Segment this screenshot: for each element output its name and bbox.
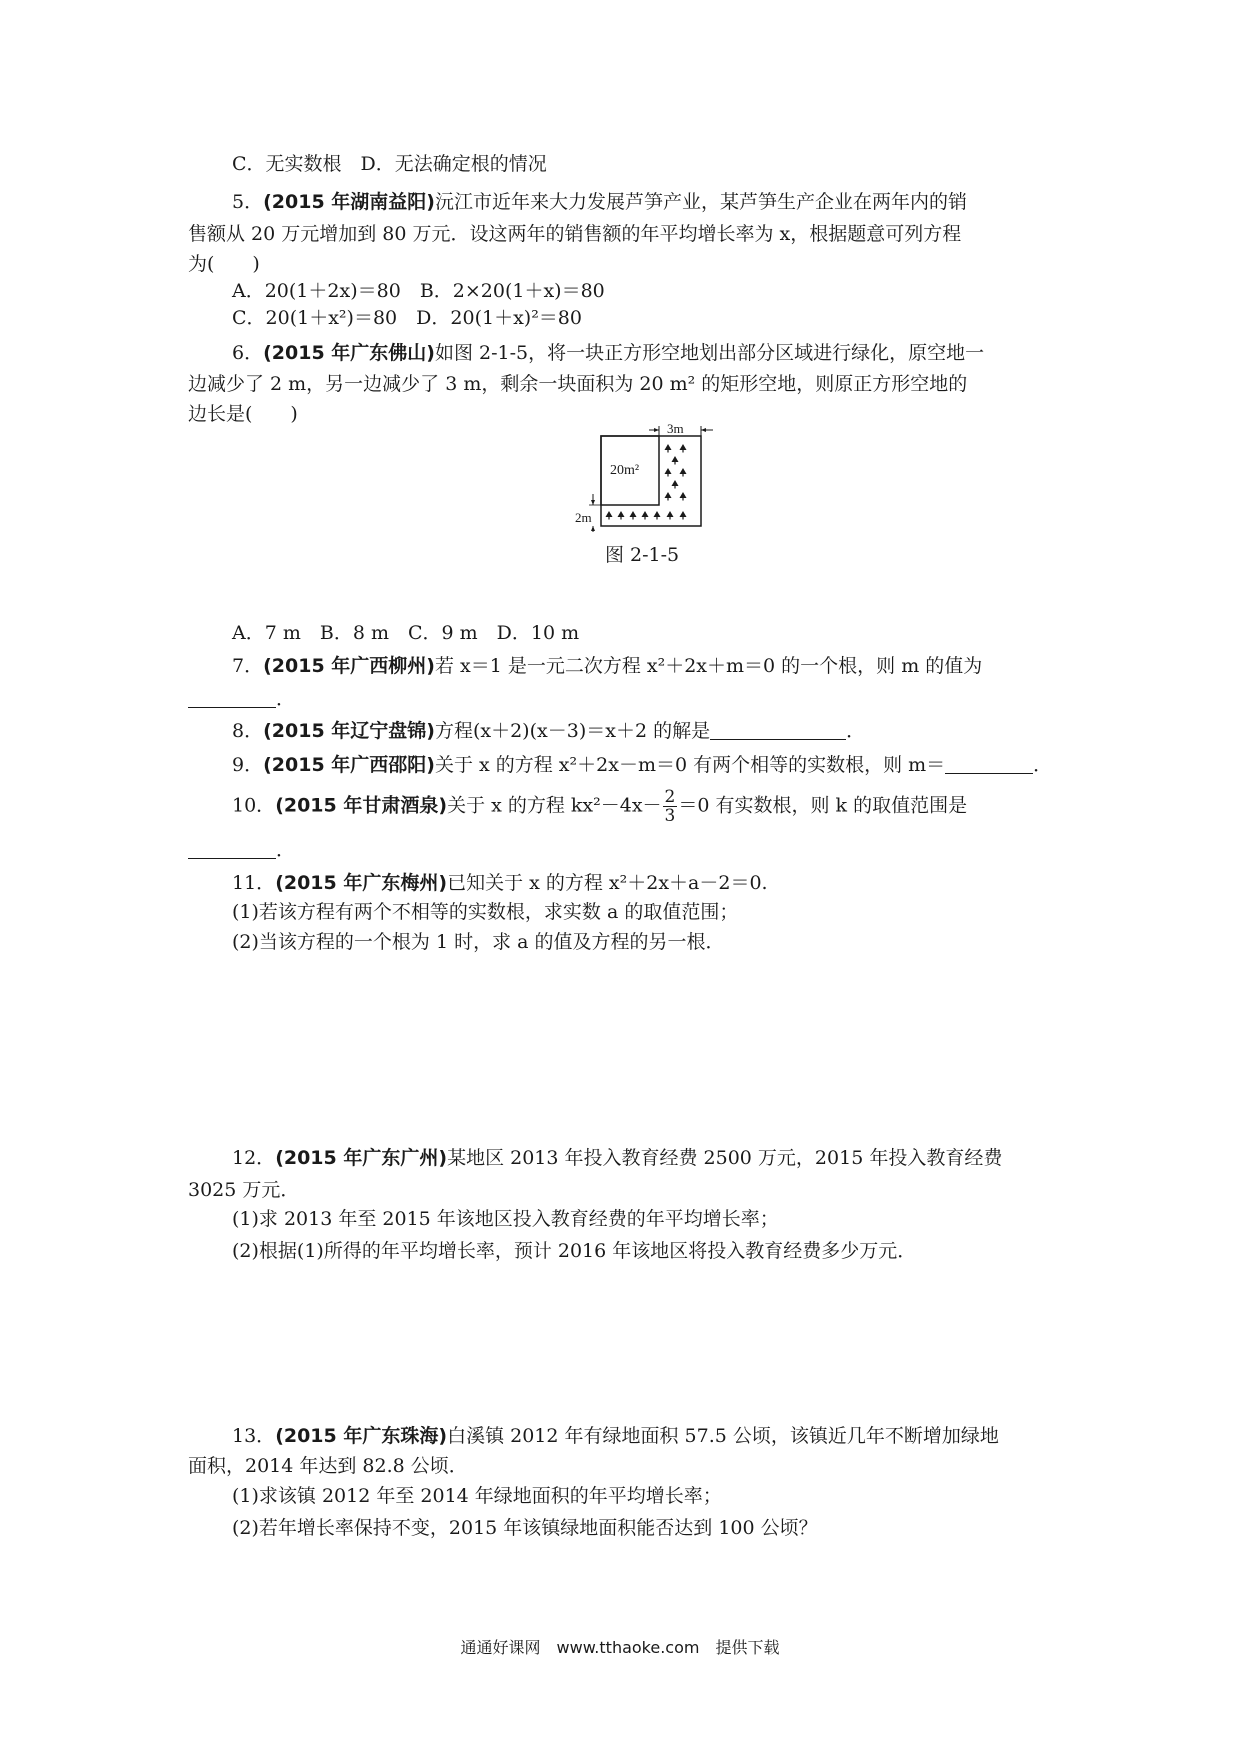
q6-figure xyxy=(575,424,715,543)
q4-options-cd: C．无实数根 D．无法确定根的情况 xyxy=(232,153,547,175)
label-area: 20m² xyxy=(610,463,640,478)
q9-line xyxy=(232,750,1052,780)
q13-number: 13． xyxy=(232,1425,276,1447)
tree-icon xyxy=(680,511,687,520)
tree-icon xyxy=(642,511,649,520)
tree-icon xyxy=(680,492,687,501)
q6-text-2: 边减少了 2 m，另一边减少了 3 m，剩余一块面积为 20 m² 的矩形空地，则原正方形空地的 xyxy=(188,373,968,395)
q6-source: (2015 年广东佛山) xyxy=(263,342,435,364)
q5-text-3: 为( ) xyxy=(188,253,260,275)
q7-line-1 xyxy=(232,651,982,681)
q7-text-1: 若 x＝1 是一元二次方程 x²＋2x＋m＝0 的一个根，则 m 的值为 xyxy=(434,655,983,677)
q12-source: (2015 年广东广州) xyxy=(275,1147,448,1169)
page-footer: 通通好课网 www.tthaoke.com 提供下载 xyxy=(460,1638,780,1657)
q5-line-1 xyxy=(232,187,967,217)
q5-source: (2015 年湖南益阳) xyxy=(263,191,435,213)
tree-icon xyxy=(672,480,679,489)
q12-part-1: (1)求 2013 年至 2015 年该地区投入教育经费的年平均增长率； xyxy=(232,1208,779,1230)
q5-option-d: D．20(1＋x)²＝80 xyxy=(416,307,582,329)
q6-text-3: 边长是( ) xyxy=(188,403,298,425)
q8-line xyxy=(232,716,865,746)
q13-part-1: (1)求该镇 2012 年至 2014 年绿地面积的年平均增长率； xyxy=(232,1485,722,1507)
tree-icon xyxy=(630,511,637,520)
q5-option-a: A．20(1＋2x)＝80 xyxy=(232,280,401,302)
q10-number: 10． xyxy=(232,794,276,817)
label-top: 3m xyxy=(667,424,684,436)
q11-number: 11． xyxy=(232,872,276,894)
q10-line-1 xyxy=(232,788,967,825)
tree-icon xyxy=(667,511,674,520)
q7-line-2 xyxy=(188,684,295,714)
q9-source: (2015 年广西邵阳) xyxy=(263,754,435,776)
q8-number: 8． xyxy=(232,720,264,742)
tree-icon xyxy=(665,444,672,453)
q5-text-2: 售额从 20 万元增加到 80 万元．设这两年的销售额的年平均增长率为 x，根据题意可列方程 xyxy=(188,223,962,245)
q8-end: ． xyxy=(846,720,866,742)
q12-part-2: (2)根据(1)所得的年平均增长率，预计 2016 年该地区将投入教育经费多少万元． xyxy=(232,1240,917,1262)
q13-text-1: 白溪镇 2012 年有绿地面积 57.5 公顷，该镇近几年不断增加绿地 xyxy=(447,1425,999,1447)
figure-caption: 图 2-1-5 xyxy=(605,544,680,566)
q12-line-1 xyxy=(232,1143,1002,1173)
q10-text-b: ＝0 有实数根，则 k 的取值范围是 xyxy=(678,794,968,817)
tree-icon xyxy=(665,492,672,501)
q13-source: (2015 年广东珠海) xyxy=(275,1425,448,1447)
q12-text-1: 某地区 2013 年投入教育经费 2500 万元，2015 年投入教育经费 xyxy=(447,1147,1003,1169)
q10-source: (2015 年甘肃酒泉) xyxy=(275,794,448,817)
q7-number: 7． xyxy=(232,655,264,677)
q5-option-c: C．20(1＋x²)＝80 xyxy=(232,307,398,329)
q9-text: 关于 x 的方程 x²＋2x－m＝0 有两个相等的实数根，则 m＝ xyxy=(434,754,946,776)
answer-blank[interactable] xyxy=(710,721,846,740)
q7-source: (2015 年广西柳州) xyxy=(263,655,435,677)
label-left: 2m xyxy=(575,510,592,525)
q11-text: 已知关于 x 的方程 x²＋2x＋a－2＝0. xyxy=(447,872,768,894)
q10-text-a: 关于 x 的方程 kx²－4x－ xyxy=(447,794,662,817)
tree-icon xyxy=(672,456,679,465)
q11-source: (2015 年广东梅州) xyxy=(275,872,448,894)
q5-options-ab xyxy=(232,276,605,306)
q5-options-cd xyxy=(232,303,582,333)
q11-part-2: (2)当该方程的一个根为 1 时，求 a 的值及方程的另一根． xyxy=(232,931,725,953)
q6-number: 6． xyxy=(232,342,264,364)
answer-blank[interactable] xyxy=(945,755,1033,774)
tree-icon xyxy=(618,511,625,520)
q6-line-1 xyxy=(232,338,984,368)
square-field-diagram xyxy=(575,424,715,534)
fraction-numerator: 2 xyxy=(664,787,676,807)
q7-text-2: ． xyxy=(276,688,296,710)
q12-text-2: 3025 万元． xyxy=(188,1179,300,1201)
tree-icon xyxy=(680,468,687,477)
answer-blank[interactable] xyxy=(188,840,276,859)
q13-text-2: 面积，2014 年达到 82.8 公顷． xyxy=(188,1455,468,1477)
q8-source: (2015 年辽宁盘锦) xyxy=(263,720,435,742)
tree-icon xyxy=(665,468,672,477)
q11-part-1: (1)若该方程有两个不相等的实数根，求实数 a 的取值范围； xyxy=(232,901,739,923)
q13-part-2: (2)若年增长率保持不变，2015 年该镇绿地面积能否达到 100 公顷？ xyxy=(232,1517,818,1539)
q5-number: 5． xyxy=(232,191,264,213)
tree-icon xyxy=(680,444,687,453)
answer-blank[interactable] xyxy=(188,689,276,708)
q6-options: A．7 m B．8 m C．9 m D．10 m xyxy=(232,622,580,644)
fraction xyxy=(663,788,678,825)
q13-line-1 xyxy=(232,1421,999,1451)
q8-text: 方程(x＋2)(x－3)＝x＋2 的解是 xyxy=(434,720,711,742)
tree-icon xyxy=(654,511,661,520)
q9-number: 9． xyxy=(232,754,264,776)
q9-end: ． xyxy=(1033,754,1053,776)
q10-text-2: ． xyxy=(276,839,296,861)
q12-number: 12． xyxy=(232,1147,276,1169)
q10-line-2 xyxy=(188,835,295,865)
q6-text-1: 如图 2-1-5，将一块正方形空地划出部分区域进行绿化，原空地一 xyxy=(434,342,985,364)
q5-text-1: 沅江市近年来大力发展芦笋产业，某芦笋生产企业在两年内的销 xyxy=(434,191,967,213)
q11-line-1 xyxy=(232,868,768,898)
q5-option-b: B．2×20(1＋x)＝80 xyxy=(419,280,605,302)
tree-icon xyxy=(606,511,613,520)
fraction-denominator: 3 xyxy=(664,806,676,826)
